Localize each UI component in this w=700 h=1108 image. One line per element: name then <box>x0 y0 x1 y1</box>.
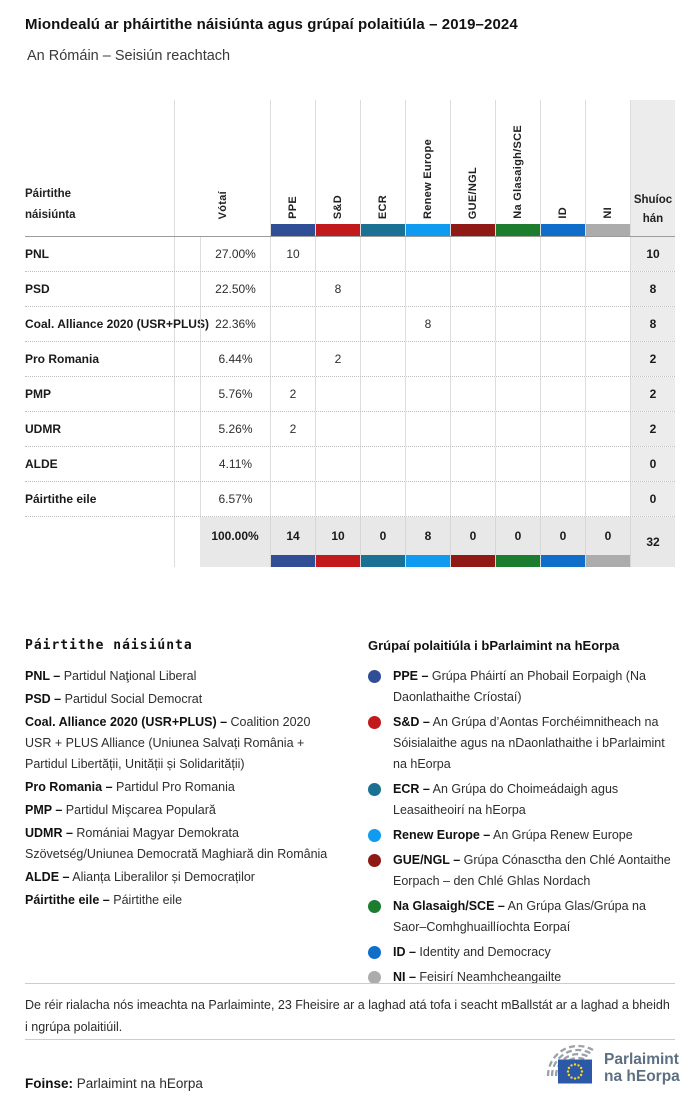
votes-value: 6.57% <box>200 482 270 516</box>
total-seats: 2 <box>630 377 675 411</box>
totals-row <box>25 517 675 567</box>
legend-parties <box>25 638 343 992</box>
party-name: PNL <box>25 237 175 271</box>
seats-id <box>540 307 585 341</box>
seats-renew <box>405 447 450 481</box>
group-color-bar <box>271 555 316 567</box>
legend-party-item <box>25 823 333 865</box>
group-full-name: An Grúpa do Choimeádaigh agus Leasaitheoirí na hEorpa <box>393 782 619 817</box>
seats-renew <box>405 377 450 411</box>
totals-spacer <box>175 517 200 567</box>
seats-ppe <box>270 272 315 306</box>
results-table <box>25 100 675 567</box>
group-color-bar <box>361 224 406 236</box>
party-name: PSD <box>25 272 175 306</box>
totals-value: 14 <box>286 529 300 543</box>
group-column-header-gue <box>450 100 495 236</box>
party-full-name: Partidul Mişcarea Populară <box>65 803 216 817</box>
totals-votes-cell <box>200 517 270 567</box>
seats-gue <box>450 377 495 411</box>
totals-seats: 32 <box>630 517 675 567</box>
group-full-name: Grúpa Cónasctha den Chlé Aontaithe Eorpach – den Chlé Ghlas Nordach <box>393 853 671 888</box>
totals-ni-cell <box>585 517 630 567</box>
group-full-name: Feisirí Neamhcheangailte <box>419 970 562 984</box>
legend-group-item <box>368 850 675 892</box>
group-full-name: Identity and Democracy <box>419 945 551 959</box>
source-value: Parlaimint na hEorpa <box>76 1076 203 1091</box>
votes-value: 22.50% <box>200 272 270 306</box>
table-row <box>25 447 675 482</box>
legend-group-item <box>368 825 675 846</box>
party-name: Pro Romania <box>25 342 175 376</box>
legend-group-item <box>368 666 675 708</box>
seats-sd <box>315 377 360 411</box>
seats-id <box>540 342 585 376</box>
party-full-name: Partidul Naţional Liberal <box>63 669 197 683</box>
seats-ppe <box>270 342 315 376</box>
totals-ppe-cell <box>270 517 315 567</box>
totals-votes: 100.00% <box>211 529 259 543</box>
legend-party-item <box>25 800 333 821</box>
seats-ecr <box>360 412 405 446</box>
seats-ppe: 10 <box>270 237 315 271</box>
party-header-line2: náisiúnta <box>25 209 76 221</box>
party-name: UDMR <box>25 412 175 446</box>
seats-ecr <box>360 272 405 306</box>
divider <box>25 983 675 984</box>
gap-cell <box>175 377 200 411</box>
table-row <box>25 272 675 307</box>
totals-gue-cell <box>450 517 495 567</box>
party-abbr: UDMR – <box>25 826 73 840</box>
seats-ecr <box>360 237 405 271</box>
seats-id <box>540 482 585 516</box>
seats-header-line1: Shuíoc <box>633 194 673 206</box>
seats-greens <box>495 412 540 446</box>
seats-sd: 8 <box>315 272 360 306</box>
seats-id <box>540 272 585 306</box>
votes-value: 5.26% <box>200 412 270 446</box>
party-abbr: PSD – <box>25 692 62 706</box>
group-color-dot <box>368 670 381 683</box>
table-row <box>25 377 675 412</box>
totals-value: 10 <box>331 529 345 543</box>
seats-gue <box>450 237 495 271</box>
group-color-bar <box>586 555 631 567</box>
seats-ni <box>585 307 630 341</box>
seats-gue <box>450 412 495 446</box>
legend-party-item <box>25 890 333 911</box>
seats-greens <box>495 482 540 516</box>
group-color-bar <box>361 555 406 567</box>
party-column-header <box>25 100 175 236</box>
group-color-bar <box>541 224 586 236</box>
group-abbr: S&D – <box>393 715 430 729</box>
party-full-name: Alianța Liberalilor și Democraților <box>72 870 255 884</box>
seats-renew <box>405 482 450 516</box>
legend-group-item <box>368 942 675 963</box>
group-header-label: Renew Europe <box>422 138 434 219</box>
seats-ni <box>585 412 630 446</box>
group-header-label: ID <box>557 207 569 219</box>
party-abbr: PMP – <box>25 803 63 817</box>
total-seats: 0 <box>630 482 675 516</box>
total-seats: 8 <box>630 307 675 341</box>
seats-ni <box>585 482 630 516</box>
totals-value: 0 <box>514 529 522 543</box>
seats-greens <box>495 272 540 306</box>
page-subtitle: An Rómáin – Seisiún reachtach <box>27 48 231 64</box>
table-row <box>25 307 675 342</box>
legend-group-item <box>368 896 675 938</box>
group-column-header-ppe <box>270 100 315 236</box>
seats-ppe: 2 <box>270 377 315 411</box>
seats-gue <box>450 342 495 376</box>
group-abbr: ECR – <box>393 782 430 796</box>
seats-sd <box>315 307 360 341</box>
table-row <box>25 342 675 377</box>
totals-spacer <box>200 555 245 567</box>
group-header-label: ECR <box>377 194 389 219</box>
group-column-header-greens <box>495 100 540 236</box>
total-seats: 8 <box>630 272 675 306</box>
logo-line1: Parlaimint <box>604 1051 679 1068</box>
seats-ecr <box>360 307 405 341</box>
legend-groups <box>368 638 675 992</box>
party-abbr: PNL – <box>25 669 61 683</box>
group-column-header-ecr <box>360 100 405 236</box>
legend-party-item <box>25 777 333 798</box>
group-color-bar <box>406 555 451 567</box>
source-line <box>25 1076 203 1091</box>
seats-id <box>540 377 585 411</box>
legend <box>25 638 675 992</box>
group-abbr: GUE/NGL – <box>393 853 461 867</box>
seats-gue <box>450 272 495 306</box>
legend-group-item <box>368 967 675 988</box>
legend-party-item <box>25 666 333 687</box>
gap-cell <box>175 272 200 306</box>
group-color-bar <box>451 555 496 567</box>
group-color-dot <box>368 716 381 729</box>
group-full-name: An Grúpa Glas/Grúpa na Saor–Comhghuaillíochta Eorpaí <box>393 899 646 934</box>
table-row <box>25 412 675 447</box>
seats-sd: 2 <box>315 342 360 376</box>
seats-greens <box>495 342 540 376</box>
votes-value: 6.44% <box>200 342 270 376</box>
seats-id <box>540 237 585 271</box>
table-row <box>25 237 675 272</box>
votes-value: 22.36% <box>200 307 270 341</box>
seats-ecr <box>360 482 405 516</box>
seats-renew <box>405 342 450 376</box>
legend-party-item <box>25 712 333 775</box>
seats-sd <box>315 412 360 446</box>
logo-line2: na hEorpa <box>604 1068 680 1085</box>
seats-ppe <box>270 307 315 341</box>
group-color-bar <box>316 555 361 567</box>
group-column-header-sd <box>315 100 360 236</box>
seats-greens <box>495 307 540 341</box>
votes-value: 27.00% <box>200 237 270 271</box>
party-header-line1: Páirtithe <box>25 188 72 200</box>
party-full-name: Partidul Social Democrat <box>64 692 203 706</box>
totals-value: 0 <box>379 529 387 543</box>
divider <box>25 1039 675 1040</box>
group-column-header-ni <box>585 100 630 236</box>
legend-groups-heading: Grúpaí polaitiúla i bParlaimint na hEorpa <box>368 638 620 653</box>
hemicycle-eu-flag-icon <box>532 1044 596 1096</box>
gap-cell <box>175 237 200 271</box>
gap-cell <box>175 342 200 376</box>
seats-renew: 8 <box>405 307 450 341</box>
party-abbr: Pro Romania – <box>25 780 113 794</box>
group-column-header-renew <box>405 100 450 236</box>
legend-party-item <box>25 689 333 710</box>
group-color-bar <box>316 224 361 236</box>
group-header-label: NI <box>602 207 614 219</box>
source-label: Foinse: <box>25 1076 74 1091</box>
table-header <box>25 100 675 237</box>
group-full-name: An Grúpa Renew Europe <box>493 828 633 842</box>
totals-value: 0 <box>559 529 567 543</box>
seats-ecr <box>360 342 405 376</box>
seats-greens <box>495 447 540 481</box>
seats-renew <box>405 272 450 306</box>
totals-value: 0 <box>604 529 612 543</box>
seats-sd <box>315 482 360 516</box>
seats-ppe <box>270 447 315 481</box>
group-color-dot <box>368 783 381 796</box>
seats-gue <box>450 482 495 516</box>
gap-cell <box>175 447 200 481</box>
seats-ppe: 2 <box>270 412 315 446</box>
seats-greens <box>495 237 540 271</box>
group-color-bar <box>271 224 316 236</box>
party-name: ALDE <box>25 447 175 481</box>
seats-ni <box>585 377 630 411</box>
header-spacer <box>200 224 245 236</box>
party-full-name: Partidul Pro Romania <box>116 780 235 794</box>
group-header-label: PPE <box>287 196 299 219</box>
group-color-dot <box>368 946 381 959</box>
seats-ni <box>585 447 630 481</box>
group-abbr: NI – <box>393 970 416 984</box>
seats-sd <box>315 237 360 271</box>
party-name: Páirtithe eile <box>25 482 175 516</box>
gap-cell <box>175 482 200 516</box>
party-full-name: Romániai Magyar Demokrata Szövetség/Uniunea Democrată Maghiară din România <box>25 826 328 861</box>
party-full-name: Coalition 2020 USR + PLUS Alliance (Uniunea Salvați România + Partidul Libertății, Unității și Solidarității) <box>25 715 311 771</box>
votes-column-header <box>175 100 270 236</box>
group-color-bar <box>541 555 586 567</box>
group-color-dot <box>368 900 381 913</box>
seats-renew <box>405 237 450 271</box>
seats-header-line2: hán <box>642 213 664 225</box>
votes-value: 4.11% <box>200 447 270 481</box>
seats-greens <box>495 377 540 411</box>
group-full-name: An Grúpa d’Aontas Forchéimnitheach na Sóisialaithe agus na nDaonlathaithe i bParlaimint na hEorpa <box>393 715 665 771</box>
totals-ecr-cell <box>360 517 405 567</box>
group-color-bar <box>496 224 541 236</box>
party-name: Coal. Alliance 2020 (USR+PLUS) <box>25 307 175 341</box>
seats-id <box>540 412 585 446</box>
votes-value: 5.76% <box>200 377 270 411</box>
totals-id-cell <box>540 517 585 567</box>
seats-column-header <box>630 100 675 236</box>
legend-party-item <box>25 867 333 888</box>
logo-wordmark <box>604 1044 680 1096</box>
seats-ni <box>585 342 630 376</box>
total-seats: 2 <box>630 342 675 376</box>
page-title: Miondealú ar pháirtithe náisiúnta agus grúpaí polaitiúla – 2019–2024 <box>25 16 518 33</box>
party-abbr: ALDE – <box>25 870 70 884</box>
legend-group-item <box>368 779 675 821</box>
group-header-label: Na Glasaigh/SCE <box>512 125 524 219</box>
group-abbr: PPE – <box>393 669 429 683</box>
total-seats: 2 <box>630 412 675 446</box>
total-seats: 0 <box>630 447 675 481</box>
group-color-bar <box>406 224 451 236</box>
seats-id <box>540 447 585 481</box>
seats-gue <box>450 447 495 481</box>
group-color-dot <box>368 854 381 867</box>
seats-ni <box>585 272 630 306</box>
party-abbr: Páirtithe eile – <box>25 893 110 907</box>
totals-renew-cell <box>405 517 450 567</box>
gap-cell <box>175 412 200 446</box>
gap-cell <box>175 307 200 341</box>
seats-ni <box>585 237 630 271</box>
party-name: PMP <box>25 377 175 411</box>
group-color-dot <box>368 829 381 842</box>
seats-ecr <box>360 447 405 481</box>
totals-value: 8 <box>424 529 432 543</box>
seats-gue <box>450 307 495 341</box>
seats-sd <box>315 447 360 481</box>
group-header-label: GUE/NGL <box>467 166 479 219</box>
group-color-bar <box>586 224 631 236</box>
group-full-name: Grúpa Pháirtí an Phobail Eorpaigh (Na Daonlathaithe Críostaí) <box>393 669 646 704</box>
totals-sd-cell <box>315 517 360 567</box>
totals-value: 0 <box>469 529 477 543</box>
party-abbr: Coal. Alliance 2020 (USR+PLUS) – <box>25 715 228 729</box>
group-abbr: ID – <box>393 945 416 959</box>
legend-parties-heading: Páirtithe náisiúnta <box>25 638 193 653</box>
seats-renew <box>405 412 450 446</box>
seats-ppe <box>270 482 315 516</box>
group-abbr: Na Glasaigh/SCE – <box>393 899 505 913</box>
seats-ecr <box>360 377 405 411</box>
european-parliament-logo <box>532 1044 680 1096</box>
table-row <box>25 482 675 517</box>
group-color-bar <box>496 555 541 567</box>
votes-header-label: Vótaí <box>216 190 229 219</box>
group-color-bar <box>451 224 496 236</box>
group-abbr: Renew Europe – <box>393 828 491 842</box>
totals-spacer <box>25 517 175 567</box>
totals-greens-cell <box>495 517 540 567</box>
group-column-header-id <box>540 100 585 236</box>
footnote: De réir rialacha nós imeachta na Parlaiminte, 23 Fheisire ar a laghad atá tofa i seacht mBallstát ar a laghad a bheidh i ngrúpa polaitiúil. <box>25 998 670 1034</box>
group-header-label: S&D <box>332 194 344 219</box>
party-full-name: Páirtithe eile <box>113 893 183 907</box>
total-seats: 10 <box>630 237 675 271</box>
legend-group-item <box>368 712 675 775</box>
